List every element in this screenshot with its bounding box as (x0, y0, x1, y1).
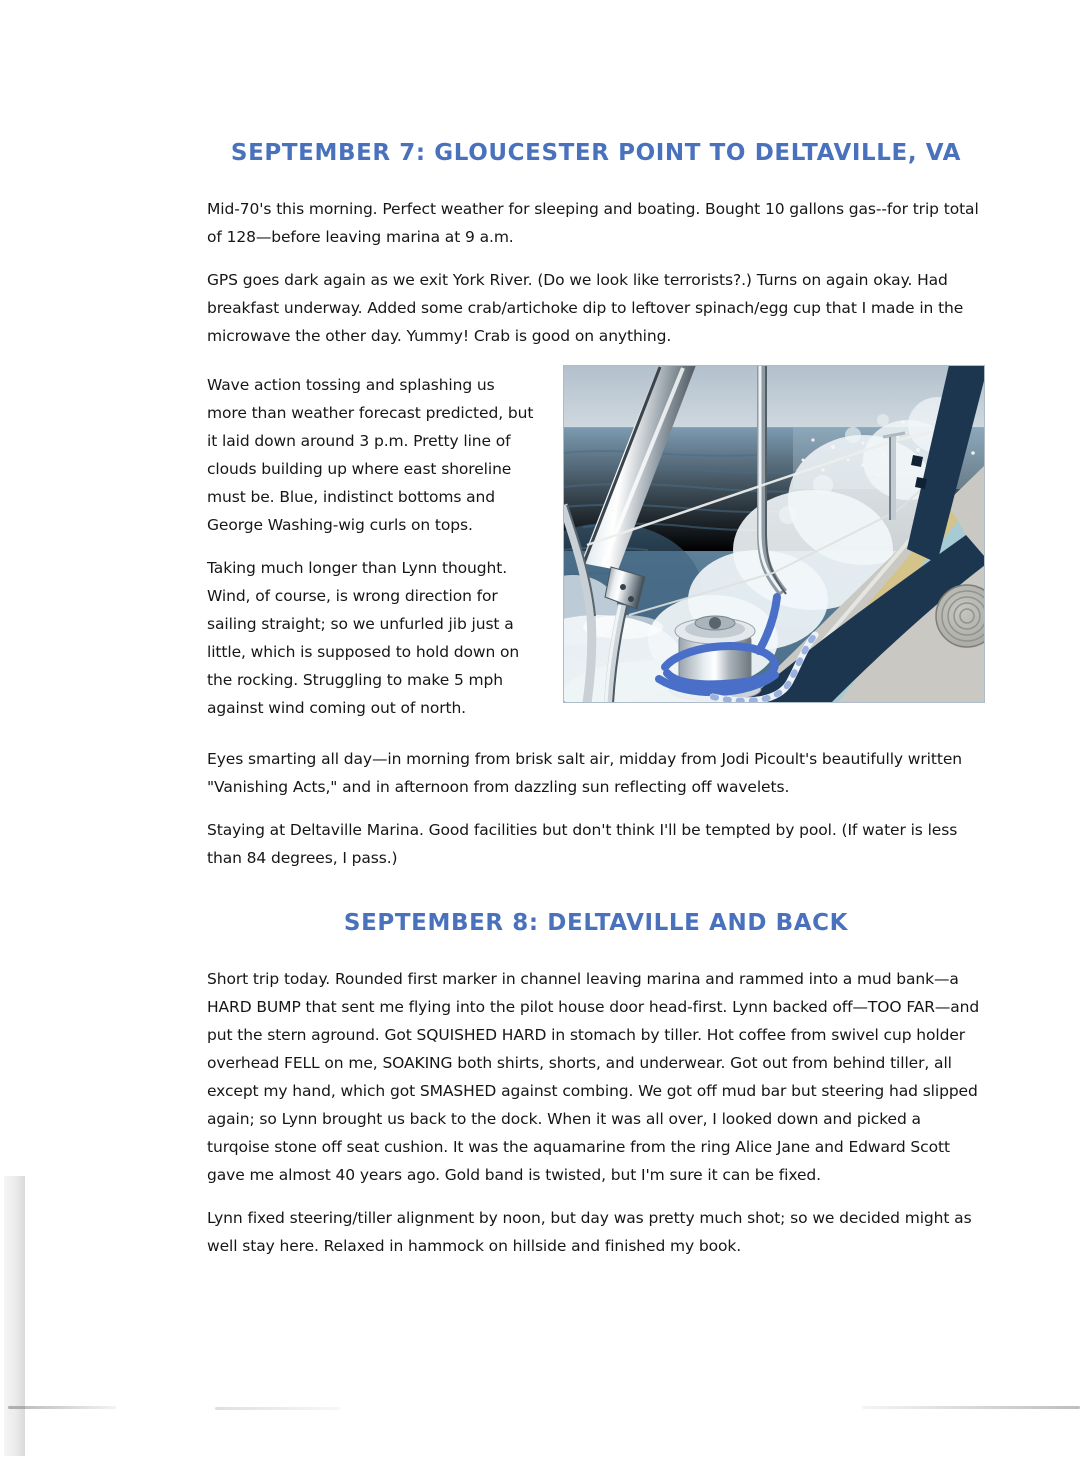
entry-heading-sept-7: SEPTEMBER 7: GLOUCESTER POINT TO DELTAVILLE, VA (230, 140, 962, 166)
entry-september-7 (207, 138, 985, 872)
paragraph-lynn-fixed: Lynn fixed steering/tiller alignment by noon, but day was pretty much shot; so we decided might as well stay here. Relaxed in hammock on hillside and finished my book. (207, 1209, 972, 1255)
sailboat-photo (563, 365, 985, 703)
paragraph-wave-action: Wave action tossing and splashing us more than weather forecast predicted, but it laid down around 3 p.m. Pretty line of clouds building up where east shoreline must be. Blue, indistinct bottoms and George Washing-wig curls on tops. (207, 376, 534, 534)
entry-heading-sept-8: SEPTEMBER 8: DELTAVILLE AND BACK (343, 910, 849, 936)
paragraph-deltaville-marina: Staying at Deltaville Marina. Good facilities but don't think I'll be tempted by pool. (If water is less than 84 degrees, I pass.) (207, 821, 958, 867)
photo-row (207, 365, 985, 737)
scan-artifact-line-mid (215, 1407, 340, 1410)
paragraph-eyes-smarting: Eyes smarting all day—in morning from brisk salt air, midday from Jodi Picoult's beautifully written "Vanishing Acts," and in afternoon from dazzling sun reflecting off wavelets. (207, 750, 962, 796)
paragraph-gps: GPS goes dark again as we exit York River. (Do we look like terrorists?.) Turns on again okay. Had breakfast underway. Added some crab/artichoke dip to leftover spinach/egg cup that I made in the microwave the other day. Yummy! Crab is good on anything. (207, 271, 964, 345)
journal-content (207, 138, 985, 1275)
paragraph-mud-bank: Short trip today. Rounded first marker in channel leaving marina and rammed into a mud bank—a HARD BUMP that sent me flying into the pilot house door head-first. Lynn backed off—TOO FAR—and put the stern aground. Got SQUISHED HARD in stomach by tiller. Hot coffee from swivel cup holder overhead FELL on me, SOAKING both shirts, shorts, and underwear. Got out from behind tiller, all except my hand, which got SMASHED against combing. We got off mud bar but steering had slipped again; so Lynn brought us back to the dock. When it was all over, I looked down and picked a turqoise stone off seat cushion. It was the aquamarine from the ring Alice Jane and Edward Scott gave me almost 40 years ago. Gold band is twisted, but I'm sure it can be fixed. (207, 970, 980, 1184)
paragraph-weather: Mid-70's this morning. Perfect weather for sleeping and boating. Bought 10 gallons gas--for trip total of 128—before leaving marina at 9 a.m. (207, 200, 979, 246)
photo-side-text (207, 365, 539, 737)
paragraph-taking-longer: Taking much longer than Lynn thought. Wind, of course, is wrong direction for sailing straight; so we unfurled jib just a little, which is supposed to hold down on the rocking. Struggling to make 5 mph against wind coming out of north. (207, 559, 520, 717)
entry-september-8 (207, 908, 985, 1260)
scan-artifact-left-bar (4, 1176, 25, 1456)
scan-artifact-line-right (862, 1406, 1080, 1409)
scan-artifact-line-left (8, 1406, 116, 1409)
sailboat-photo-art (563, 365, 985, 703)
